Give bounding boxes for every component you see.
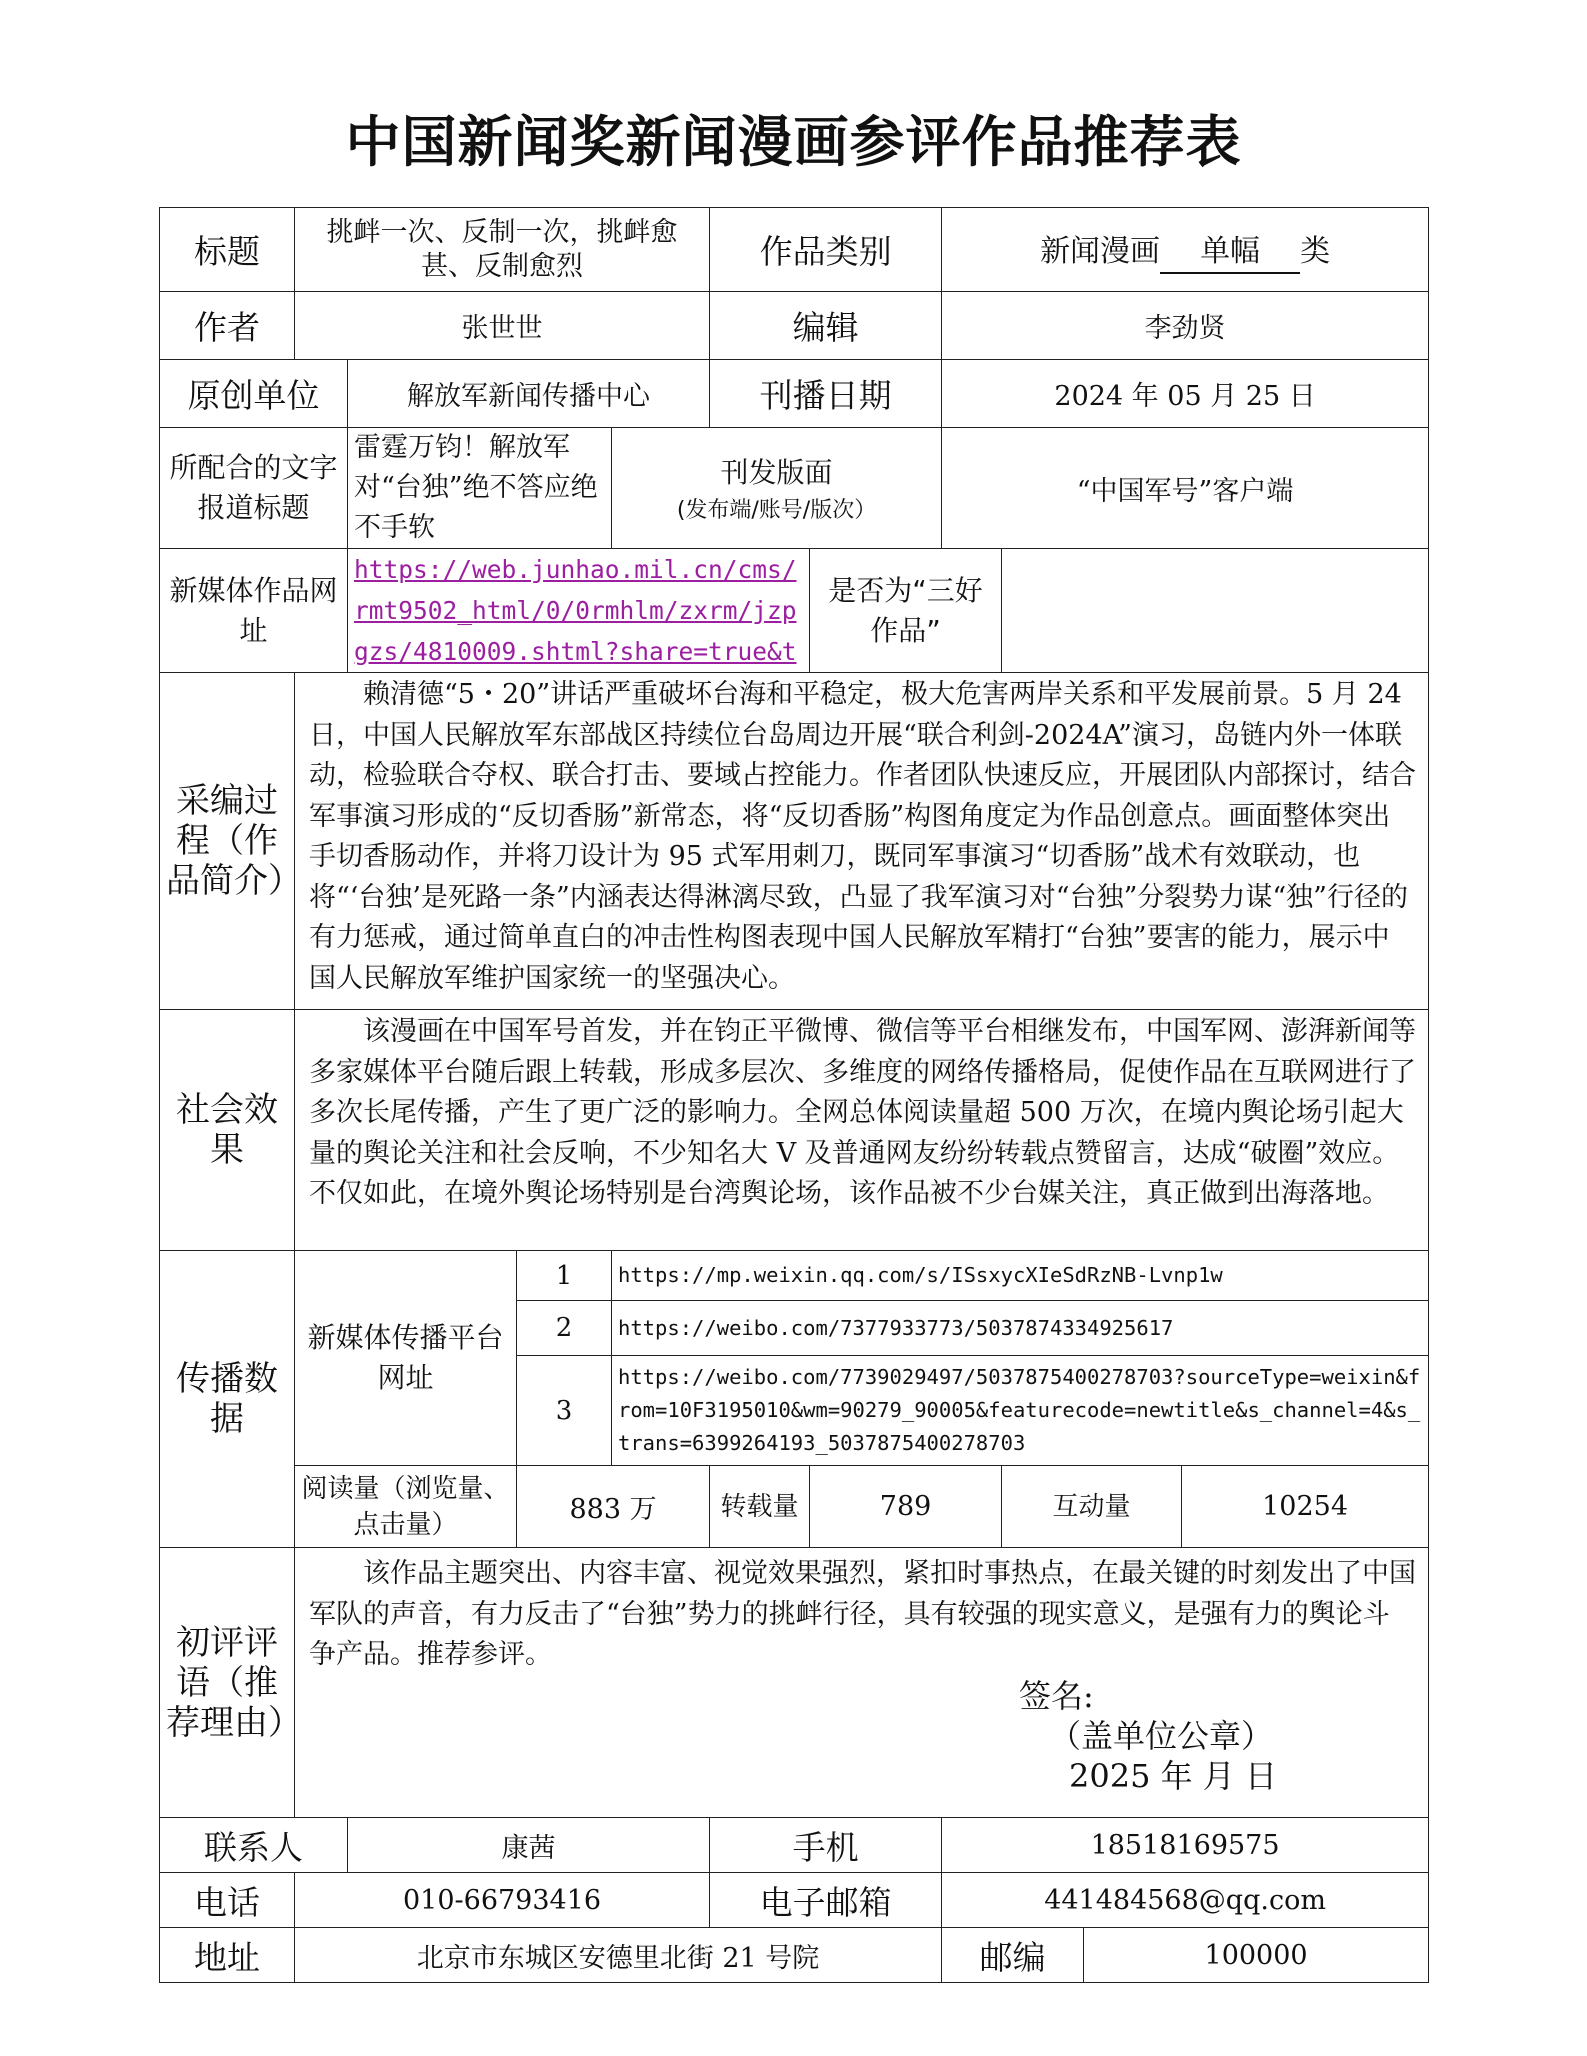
reads-label: 阅读量（浏览量、点击量）: [295, 1466, 517, 1548]
title-label: 标题: [160, 208, 295, 292]
zip-value: 100000: [1084, 1928, 1429, 1983]
review-label: 初评评语（推荐理由）: [160, 1548, 295, 1818]
category-label: 作品类别: [710, 208, 942, 292]
spread-label: 传播数据: [160, 1251, 295, 1548]
platform-url-label: 新媒体传播平台网址: [295, 1251, 517, 1466]
interact-value: 10254: [1182, 1466, 1429, 1548]
mobile-label: 手机: [710, 1818, 942, 1873]
editor-value: 李劲贤: [942, 292, 1429, 360]
category-suffix: 类: [1300, 233, 1331, 269]
review-date: 2025 年 月 日: [1069, 1756, 1277, 1795]
contact-person-value: 康茜: [348, 1818, 710, 1873]
process-label: 采编过程（作品简介）: [160, 673, 295, 1010]
platform-link[interactable]: https://weibo.com/7377933773/5037874334925617: [612, 1301, 1429, 1356]
category-value: 单幅: [1160, 226, 1300, 274]
review-sign: 签名:: [1019, 1676, 1094, 1715]
reads-value: 883 万: [517, 1466, 710, 1548]
interact-label: 互动量: [1002, 1466, 1182, 1548]
platform-link[interactable]: https://mp.weixin.qq.com/s/ISsxycXIeSdRzNB-Lvnp1w: [612, 1251, 1429, 1301]
new-media-url-link[interactable]: https://web.junhao.mil.cn/cms/rmt9502_html/0/0rmhlm/zxrm/jzpgzs/4810009.shtml?share=true&t: [348, 549, 810, 673]
author-value: 张世世: [295, 292, 710, 360]
new-media-url-label: 新媒体作品网址: [160, 549, 348, 673]
author-label: 作者: [160, 292, 295, 360]
zip-label: 邮编: [942, 1928, 1084, 1983]
report-title-label: 所配合的文字报道标题: [160, 428, 348, 549]
category-field: [942, 208, 1429, 292]
date-label: 刊播日期: [710, 360, 942, 428]
effect-text: 该漫画在中国军号首发，并在钧正平微博、微信等平台相继发布，中国军网、澎湃新闻等多家媒体平台随后跟上转载，形成多层次、多维度的网络传播格局，促使作品在互联网进行了多次长尾传播，产生了更广泛的影响力。全网总体阅读量超 500 万次，在境内舆论场引起大量的舆论关注和社会反响，不少知名大 V 及普通网友纷纷转载点赞留言，达成“破圈”效应。不仅如此，在境外舆论场特别是台湾舆论场，该作品被不少台媒关注，真正做到出海落地。: [295, 1010, 1429, 1251]
page-label: 刊发版面: [720, 455, 833, 489]
reposts-label: 转载量: [710, 1466, 810, 1548]
sanhao-label: 是否为“三好作品”: [810, 549, 1002, 673]
email-value: 441484568@qq.com: [942, 1873, 1429, 1928]
page-value: “中国军号”客户端: [942, 428, 1429, 549]
reposts-value: 789: [810, 1466, 1002, 1548]
unit-label: 原创单位: [160, 360, 348, 428]
effect-label: 社会效果: [160, 1010, 295, 1251]
recommendation-form: [159, 207, 1429, 1983]
process-text: 赖清德“5・20”讲话严重破坏台海和平稳定，极大危害两岸关系和平发展前景。5 月 24 日，中国人民解放军东部战区持续位台岛周边开展“联合利剑-2024A”演习，岛链内外一体联动，检验联合夺权、联合打击、要域占控能力。作者团队快速反应，开展团队内部探讨，结合军事演习形成的“反切香肠”新常态，将“反切香肠”构图角度定为作品创意点。画面整体突出手切香肠动作，并将刀设计为 95 式军用刺刀，既同军事演习“切香肠”战术有效联动，也将“‘台独’是死路一条”内涵表达得淋漓尽致，凸显了我军演习对“台独”分裂势力谋“独”行径的有力惩戒，通过简单直白的冲击性构图表现中国人民解放军精打“台独”要害的能力，展示中国人民解放军维护国家统一的坚强决心。: [295, 673, 1429, 1010]
report-title-value: 雷霆万钧！解放军对“台独”绝不答应绝不手软: [348, 428, 612, 549]
address-label: 地址: [160, 1928, 295, 1983]
link-number: 3: [517, 1356, 612, 1466]
date-value: 2024 年 05 月 25 日: [942, 360, 1429, 428]
review-cell: [295, 1548, 1429, 1818]
category-prefix: 新闻漫画: [1040, 233, 1161, 269]
editor-label: 编辑: [710, 292, 942, 360]
link-number: 2: [517, 1301, 612, 1356]
sanhao-value: [1002, 549, 1429, 673]
unit-value: 解放军新闻传播中心: [348, 360, 710, 428]
platform-link[interactable]: https://weibo.com/7739029497/5037875400278703?sourceType=weixin&from=10F3195010&wm=90279_90005&featurecode=newtitle&s_channel=4&s_trans=6399264193_5037875400278703: [612, 1356, 1429, 1466]
email-label: 电子邮箱: [710, 1873, 942, 1928]
page-label-cell: [612, 428, 942, 549]
page-sublabel: (发布端/账号/版次）: [676, 497, 877, 523]
phone-label: 电话: [160, 1873, 295, 1928]
link-number: 1: [517, 1251, 612, 1301]
form-table: [159, 207, 1429, 1983]
document-title: 中国新闻奖新闻漫画参评作品推荐表: [345, 110, 1242, 174]
address-value: 北京市东城区安德里北街 21 号院: [295, 1928, 942, 1983]
contact-person-label: 联系人: [160, 1818, 348, 1873]
mobile-value: 18518169575: [942, 1818, 1429, 1873]
phone-value: 010-66793416: [295, 1873, 710, 1928]
review-seal: （盖单位公章）: [1049, 1716, 1274, 1755]
review-text: 该作品主题突出、内容丰富、视觉效果强烈，紧扣时事热点，在最关键的时刻发出了中国军队的声音，有力反击了“台独”势力的挑衅行径，具有较强的现实意义，是强有力的舆论斗争产品。推荐参评。: [309, 1558, 1416, 1670]
title-value: 挑衅一次、反制一次，挑衅愈甚、反制愈烈: [295, 208, 710, 292]
